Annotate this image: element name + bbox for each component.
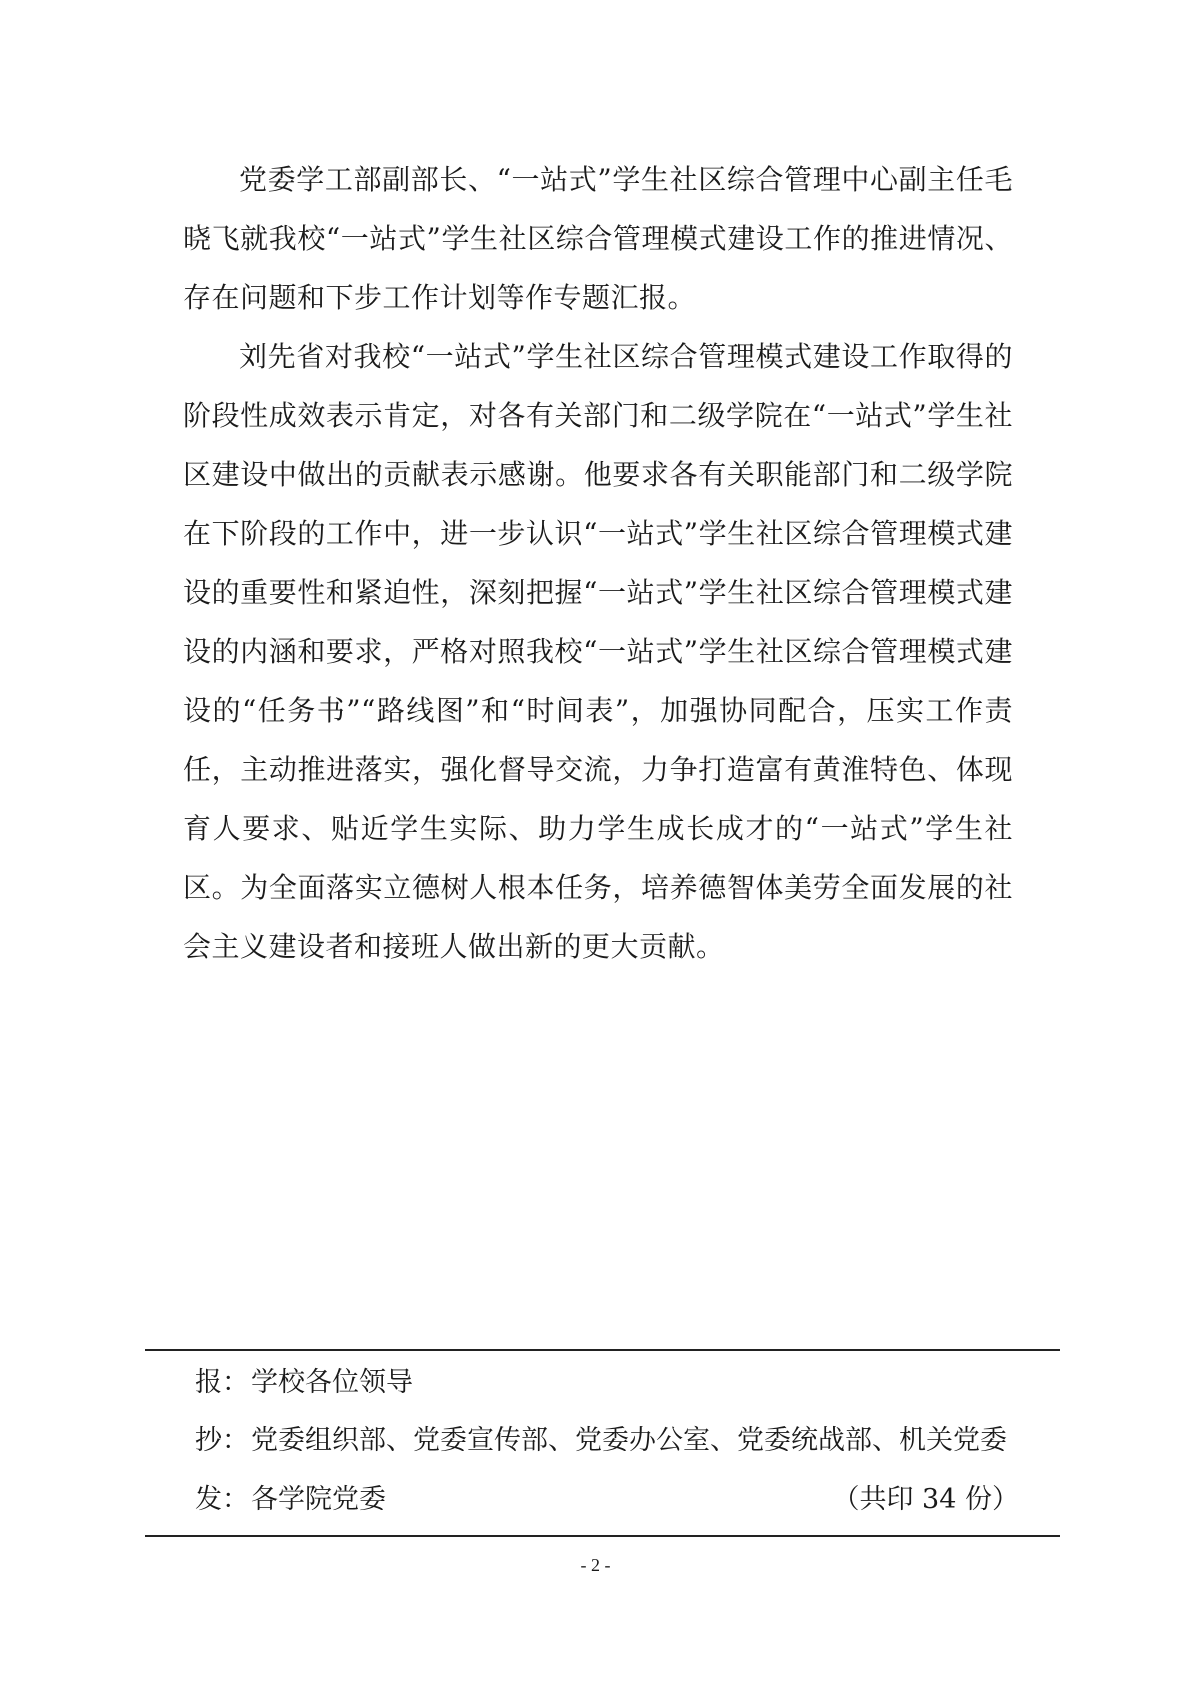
distribution-send-line <box>195 1480 1065 1520</box>
distribution-bottom-rule <box>145 1535 1060 1537</box>
paragraph-leader-remarks: 刘先省对我校“一站式”学生社区综合管理模式建设工作取得的阶段性成效表示肯定，对各有关部门和二级学院在“一站式”学生社区建设中做出的贡献表示感谢。他要求各有关职能部门和二级学院在下阶段的工作中，进一步认识“一站式”学生社区综合管理模式建设的重要性和紧迫性，深刻把握“一站式”学生社区综合管理模式建设的内涵和要求，严格对照我校“一站式”学生社区综合管理模式建设的“任务书”“路线图”和“时间表”，加强协同配合，压实工作责任，主动推进落实，强化督导交流，力争打造富有黄淮特色、体现育人要求、贴近学生实际、助力学生成长成才的“一站式”学生社区。为全面落实立德树人根本任务，培养德智体美劳全面发展的社会主义建设者和接班人做出新的更大贡献。 <box>183 340 1013 963</box>
paragraph-report-summary: 党委学工部副部长、“一站式”学生社区综合管理中心副主任毛晓飞就我校“一站式”学生社区综合管理模式建设工作的推进情况、存在问题和下步工作计划等作专题汇报。 <box>183 163 1013 314</box>
copy-label: 抄： <box>195 1425 249 1456</box>
document-body <box>183 150 1013 976</box>
report-recipients: 学校各位领导 <box>251 1367 413 1398</box>
send-label: 发： <box>195 1484 249 1515</box>
distribution-top-rule <box>145 1349 1060 1351</box>
copy-recipients: 党委组织部、党委宣传部、党委办公室、党委统战部、机关党委 <box>251 1425 1007 1456</box>
distribution-copy-line <box>195 1421 1065 1461</box>
copies-count: （共印 34 份） <box>832 1484 1019 1515</box>
page-number: - 2 - <box>580 1555 611 1575</box>
send-recipients: 各学院党委 <box>251 1484 386 1515</box>
report-label: 报： <box>195 1367 249 1398</box>
distribution-report-line <box>195 1363 1065 1403</box>
